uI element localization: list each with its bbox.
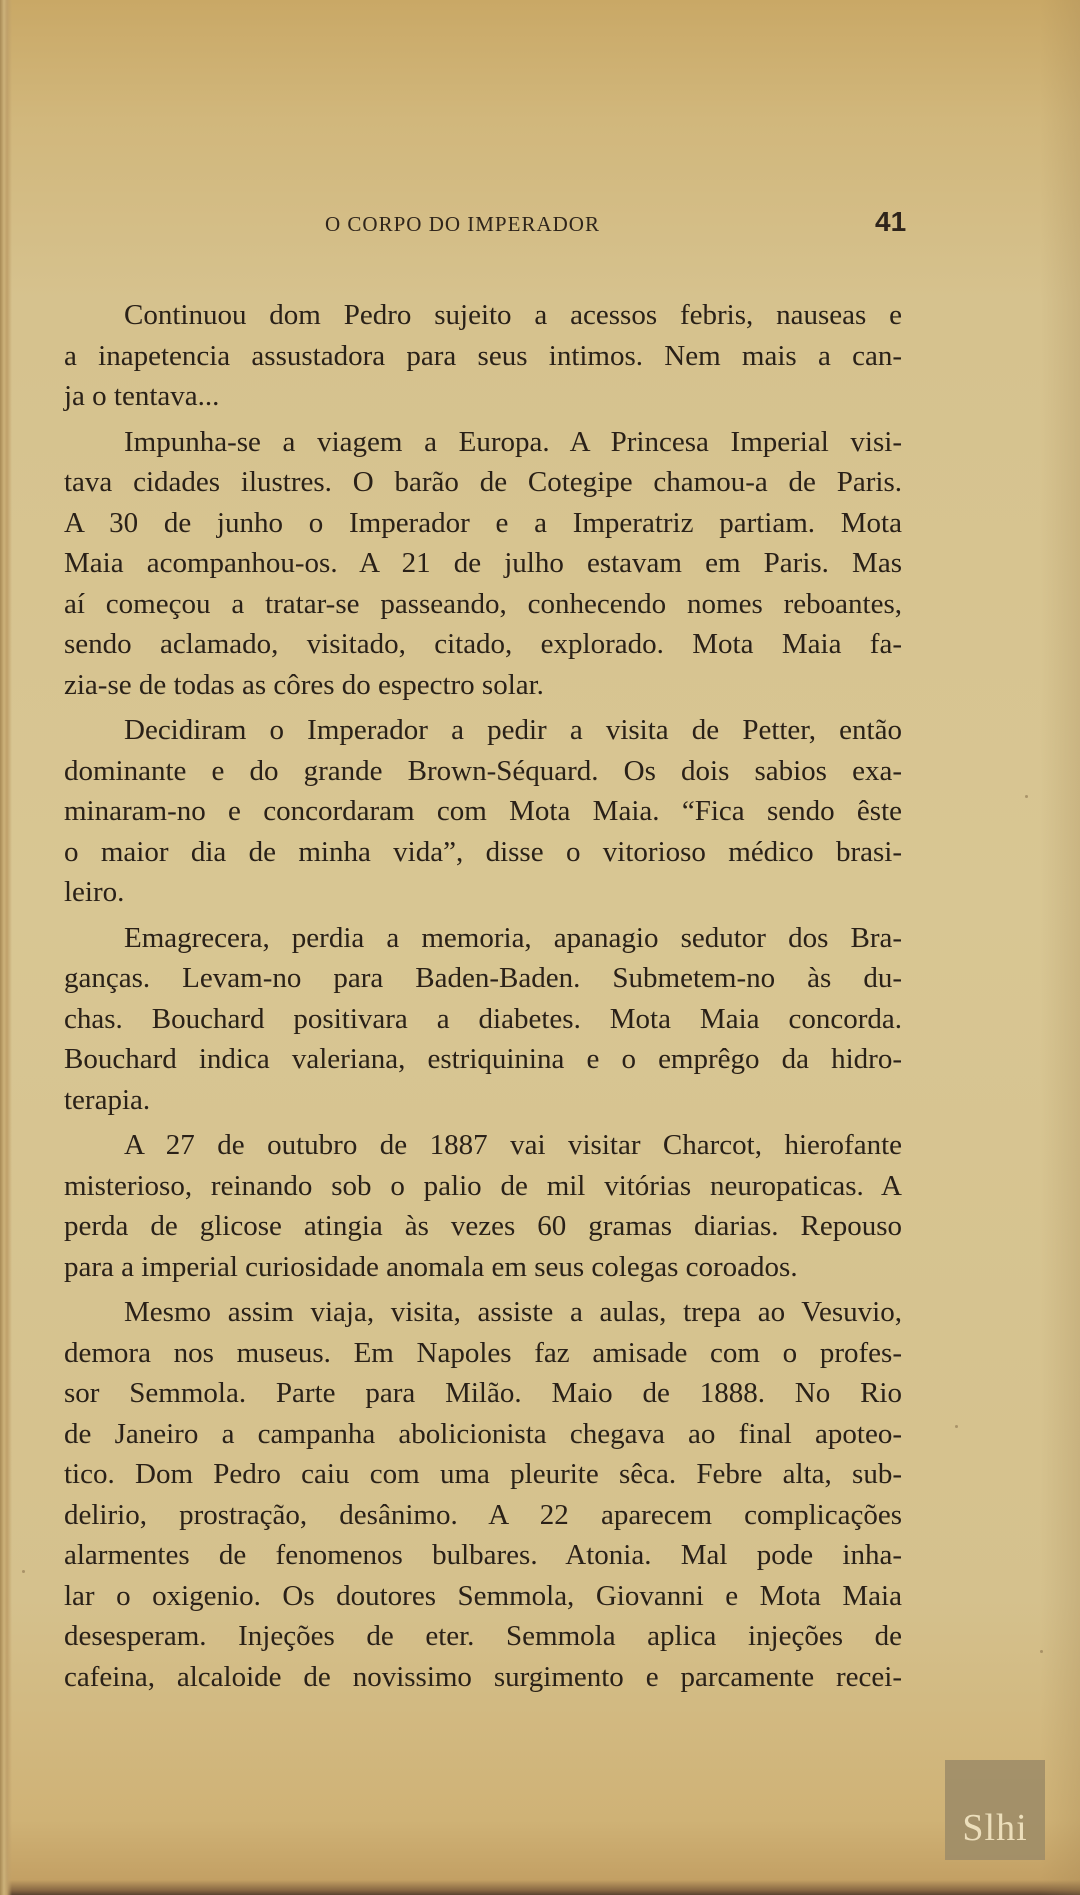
text-line: perda de glicose atingia às vezes 60 gramas diarias. Repouso [64,1210,902,1242]
text-line: ja o tentava... [64,380,220,412]
text-line: Maia acompanhou-os. A 21 de julho estavam em Paris. Mas [64,547,902,579]
text-line: Emagrecera, perdia a memoria, apanagio sedutor dos Bra- [124,921,902,954]
text-line: sor Semmola. Parte para Milão. Maio de 1888. No Rio [64,1377,902,1409]
paper-speck [1040,1650,1043,1653]
text-line: ganças. Levam-no para Baden-Baden. Submetem-no às du- [64,962,902,994]
text-line: chas. Bouchard positivara a diabetes. Mota Maia concorda. [64,1002,902,1035]
text-line: alarmentes de fenomenos bulbares. Atonia. Mal pode inha- [64,1539,902,1571]
text-line: para a imperial curiosidade anomala em seus colegas coroados. [64,1250,798,1283]
text-line: lar o oxigenio. Os doutores Semmola, Giovanni e Mota Maia [64,1579,902,1612]
text-line: Bouchard indica valeriana, estriquinina e o emprêgo da hidro- [64,1043,902,1075]
text-line: tico. Dom Pedro caiu com uma pleurite sêca. Febre alta, sub- [64,1458,902,1490]
text-line: dominante e do grande Brown-Séquard. Os dois sabios exa- [64,754,902,787]
text-line: demora nos museus. Em Napoles faz amisade com o profes- [64,1336,902,1369]
text-line: A 27 de outubro de 1887 vai visitar Charcot, hierofante [124,1129,902,1161]
text-line: cafeina, alcaloide de novissimo surgimento e parcamente recei- [64,1660,902,1693]
text-line: sendo aclamado, visitado, citado, explorado. Mota Maia fa- [64,628,902,660]
paper-speck [1025,795,1028,798]
text-line: terapia. [64,1083,151,1116]
text-line: desesperam. Injeções de eter. Semmola aplica injeções de [64,1620,902,1652]
text-line: zia-se de todas as côres do espectro solar. [64,668,544,701]
body-text [64,295,902,1702]
text-line: leiro. [64,876,125,908]
paper-speck [955,1425,958,1428]
text-line: tava cidades ilustres. O barão de Cotegipe chamou-a de Paris. [64,466,902,498]
text-line: a inapetencia assustadora para seus intimos. Nem mais a can- [64,339,902,372]
running-head: O CORPO DO IMPERADOR [325,212,600,236]
paragraph-3 [64,710,902,913]
text-line: A 30 de junho o Imperador e a Imperatriz partiam. Mota [64,506,902,539]
text-line: misterioso, reinando sob o palio de mil vitórias neuropaticas. A [64,1169,902,1202]
watermark-text: Slhi [962,1807,1028,1849]
text-line: Mesmo assim viaja, visita, assiste a aulas, trepa ao Vesuvio, [124,1296,902,1328]
text-line: de Janeiro a campanha abolicionista chegava ao final apoteo- [64,1417,902,1450]
text-line: Impunha-se a viagem a Europa. A Princesa Imperial visi- [124,425,902,458]
text-line: Decidiram o Imperador a pedir a visita de Petter, então [124,714,902,746]
text-line: Continuou dom Pedro sujeito a acessos febris, nauseas e [124,299,902,331]
paper-speck [22,1570,25,1573]
text-line: minaram-no e concordaram com Mota Maia. “Fica sendo êste [64,795,902,827]
text-line: aí começou a tratar-se passeando, conhecendo nomes reboantes, [64,587,902,620]
paragraph-2 [64,422,902,706]
paragraph-1 [64,295,902,417]
paragraph-4 [64,918,902,1121]
text-line: o maior dia de minha vida”, disse o vitorioso médico brasi- [64,835,902,868]
paragraph-5 [64,1125,902,1287]
text-line: delirio, prostração, desânimo. A 22 aparecem complicações [64,1498,902,1531]
paragraph-6 [64,1292,902,1697]
page-number: 41 [875,206,907,237]
library-watermark-logo [945,1760,1045,1860]
